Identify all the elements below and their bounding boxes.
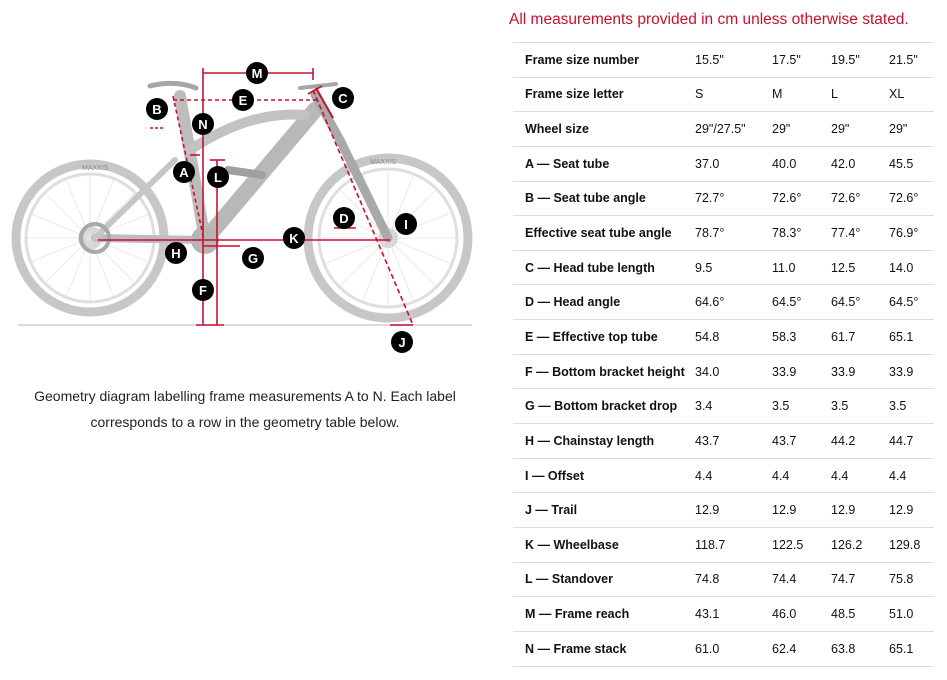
row-label: B — Seat tube angle	[513, 181, 695, 216]
row-label: K — Wheelbase	[513, 527, 695, 562]
marker-e	[232, 89, 254, 111]
cell-value: 118.7	[695, 527, 772, 562]
cell-value: 43.1	[695, 597, 772, 632]
cell-value: 54.8	[695, 320, 772, 355]
table-row	[513, 493, 934, 528]
table-row	[513, 597, 934, 632]
marker-b	[146, 98, 168, 120]
cell-value: 65.1	[889, 320, 934, 355]
marker-f	[192, 279, 214, 301]
marker-c	[332, 87, 354, 109]
cell-value: 34.0	[695, 354, 772, 389]
table-row	[513, 562, 934, 597]
cell-value: 64.5°	[831, 285, 889, 320]
svg-text:G: G	[247, 251, 259, 266]
cell-value: 3.5	[889, 389, 934, 424]
cell-value: 46.0	[772, 597, 831, 632]
cell-value: 3.5	[831, 389, 889, 424]
marker-m	[246, 62, 268, 84]
cell-value: 17.5"	[772, 43, 831, 78]
cell-value: 78.3°	[772, 216, 831, 251]
cell-value: 75.8	[889, 562, 934, 597]
cell-value: 9.5	[695, 250, 772, 285]
row-label: M — Frame reach	[513, 597, 695, 632]
row-label: G — Bottom bracket drop	[513, 389, 695, 424]
cell-value: 126.2	[831, 527, 889, 562]
cell-value: 63.8	[831, 631, 889, 666]
marker-i	[395, 213, 417, 235]
row-label: Frame size letter	[513, 77, 695, 112]
cell-value: 45.5	[889, 146, 934, 181]
cell-value: 4.4	[889, 458, 934, 493]
cell-value: 74.4	[772, 562, 831, 597]
row-label: L — Standover	[513, 562, 695, 597]
cell-value: 72.6°	[831, 181, 889, 216]
cell-value: 21.5"	[889, 43, 934, 78]
table-row	[513, 112, 934, 147]
svg-text:D: D	[339, 211, 349, 226]
svg-text:K: K	[289, 231, 299, 246]
cell-value: 72.6°	[889, 181, 934, 216]
cell-value: 3.4	[695, 389, 772, 424]
marker-n	[192, 113, 214, 135]
cell-value: 64.5°	[772, 285, 831, 320]
tire-text-rear: MAXXIS	[82, 165, 109, 172]
table-row	[513, 285, 934, 320]
cell-value: 4.4	[772, 458, 831, 493]
row-label: Frame size number	[513, 43, 695, 78]
cell-value: S	[695, 77, 772, 112]
cell-value: 29"	[889, 112, 934, 147]
row-label: E — Effective top tube	[513, 320, 695, 355]
cell-value: 58.3	[772, 320, 831, 355]
cell-value: L	[831, 77, 889, 112]
cell-value: 33.9	[772, 354, 831, 389]
svg-text:J: J	[398, 335, 406, 350]
row-label: N — Frame stack	[513, 631, 695, 666]
marker-d	[333, 207, 355, 229]
cell-value: 33.9	[831, 354, 889, 389]
cell-value: 61.0	[695, 631, 772, 666]
cell-value: 43.7	[772, 424, 831, 459]
cell-value: 12.5	[831, 250, 889, 285]
cell-value: 74.8	[695, 562, 772, 597]
cell-value: 122.5	[772, 527, 831, 562]
cell-value: 4.4	[695, 458, 772, 493]
cell-value: 43.7	[695, 424, 772, 459]
tire-text-front: MAXXIS	[370, 159, 397, 166]
row-label: Wheel size	[513, 112, 695, 147]
cell-value: 12.9	[831, 493, 889, 528]
svg-text:B: B	[152, 102, 162, 117]
svg-text:H: H	[171, 246, 181, 261]
cell-value: 64.6°	[695, 285, 772, 320]
row-label: Effective seat tube angle	[513, 216, 695, 251]
cell-value: 14.0	[889, 250, 934, 285]
cell-value: 12.9	[772, 493, 831, 528]
table-row	[513, 216, 934, 251]
marker-j	[391, 331, 413, 353]
cell-value: XL	[889, 77, 934, 112]
geometry-diagram	[0, 40, 490, 360]
cell-value: 33.9	[889, 354, 934, 389]
cell-value: 129.8	[889, 527, 934, 562]
cell-value: 29"	[831, 112, 889, 147]
cell-value: 64.5°	[889, 285, 934, 320]
table-row	[513, 631, 934, 666]
row-label: F — Bottom bracket height	[513, 354, 695, 389]
cell-value: 44.2	[831, 424, 889, 459]
svg-text:A: A	[179, 165, 189, 180]
cell-value: 74.7	[831, 562, 889, 597]
table-row	[513, 181, 934, 216]
cell-value: 62.4	[772, 631, 831, 666]
svg-text:E: E	[238, 93, 248, 108]
table-row	[513, 389, 934, 424]
table-row	[513, 458, 934, 493]
cell-value: 72.6°	[772, 181, 831, 216]
svg-text:N: N	[198, 117, 208, 132]
cell-value: 12.9	[889, 493, 934, 528]
svg-text:F: F	[199, 283, 207, 298]
cell-value: 11.0	[772, 250, 831, 285]
row-label: J — Trail	[513, 493, 695, 528]
cell-value: 19.5"	[831, 43, 889, 78]
table-row	[513, 320, 934, 355]
table-row	[513, 424, 934, 459]
table-row	[513, 43, 934, 78]
marker-k	[283, 227, 305, 249]
geometry-table	[513, 42, 934, 667]
row-label: I — Offset	[513, 458, 695, 493]
cell-value: 44.7	[889, 424, 934, 459]
svg-text:M: M	[251, 66, 263, 81]
cell-value: 3.5	[772, 389, 831, 424]
svg-text:C: C	[338, 91, 348, 106]
svg-text:I: I	[404, 217, 408, 232]
cell-value: 29"/27.5"	[695, 112, 772, 147]
row-label: H — Chainstay length	[513, 424, 695, 459]
cell-value: 76.9°	[889, 216, 934, 251]
cell-value: 40.0	[772, 146, 831, 181]
marker-l	[207, 166, 229, 188]
marker-g	[242, 247, 264, 269]
cell-value: M	[772, 77, 831, 112]
measurement-units-note: All measurements provided in cm unless otherwise stated.	[509, 11, 909, 28]
cell-value: 12.9	[695, 493, 772, 528]
cell-value: 61.7	[831, 320, 889, 355]
row-label: D — Head angle	[513, 285, 695, 320]
cell-value: 37.0	[695, 146, 772, 181]
cell-value: 65.1	[889, 631, 934, 666]
cell-value: 4.4	[831, 458, 889, 493]
cell-value: 78.7°	[695, 216, 772, 251]
table-row	[513, 146, 934, 181]
marker-h	[165, 242, 187, 264]
cell-value: 42.0	[831, 146, 889, 181]
cell-value: 15.5"	[695, 43, 772, 78]
row-label: C — Head tube length	[513, 250, 695, 285]
row-label: A — Seat tube	[513, 146, 695, 181]
cell-value: 72.7°	[695, 181, 772, 216]
cell-value: 48.5	[831, 597, 889, 632]
table-row	[513, 250, 934, 285]
table-row	[513, 527, 934, 562]
table-row	[513, 77, 934, 112]
cell-value: 77.4°	[831, 216, 889, 251]
cell-value: 29"	[772, 112, 831, 147]
diagram-caption: Geometry diagram labelling frame measurements A to N. Each label corresponds to a row in the geometry table below.	[34, 388, 456, 430]
cell-value: 51.0	[889, 597, 934, 632]
marker-a	[173, 161, 195, 183]
table-row	[513, 354, 934, 389]
svg-text:L: L	[214, 170, 222, 185]
